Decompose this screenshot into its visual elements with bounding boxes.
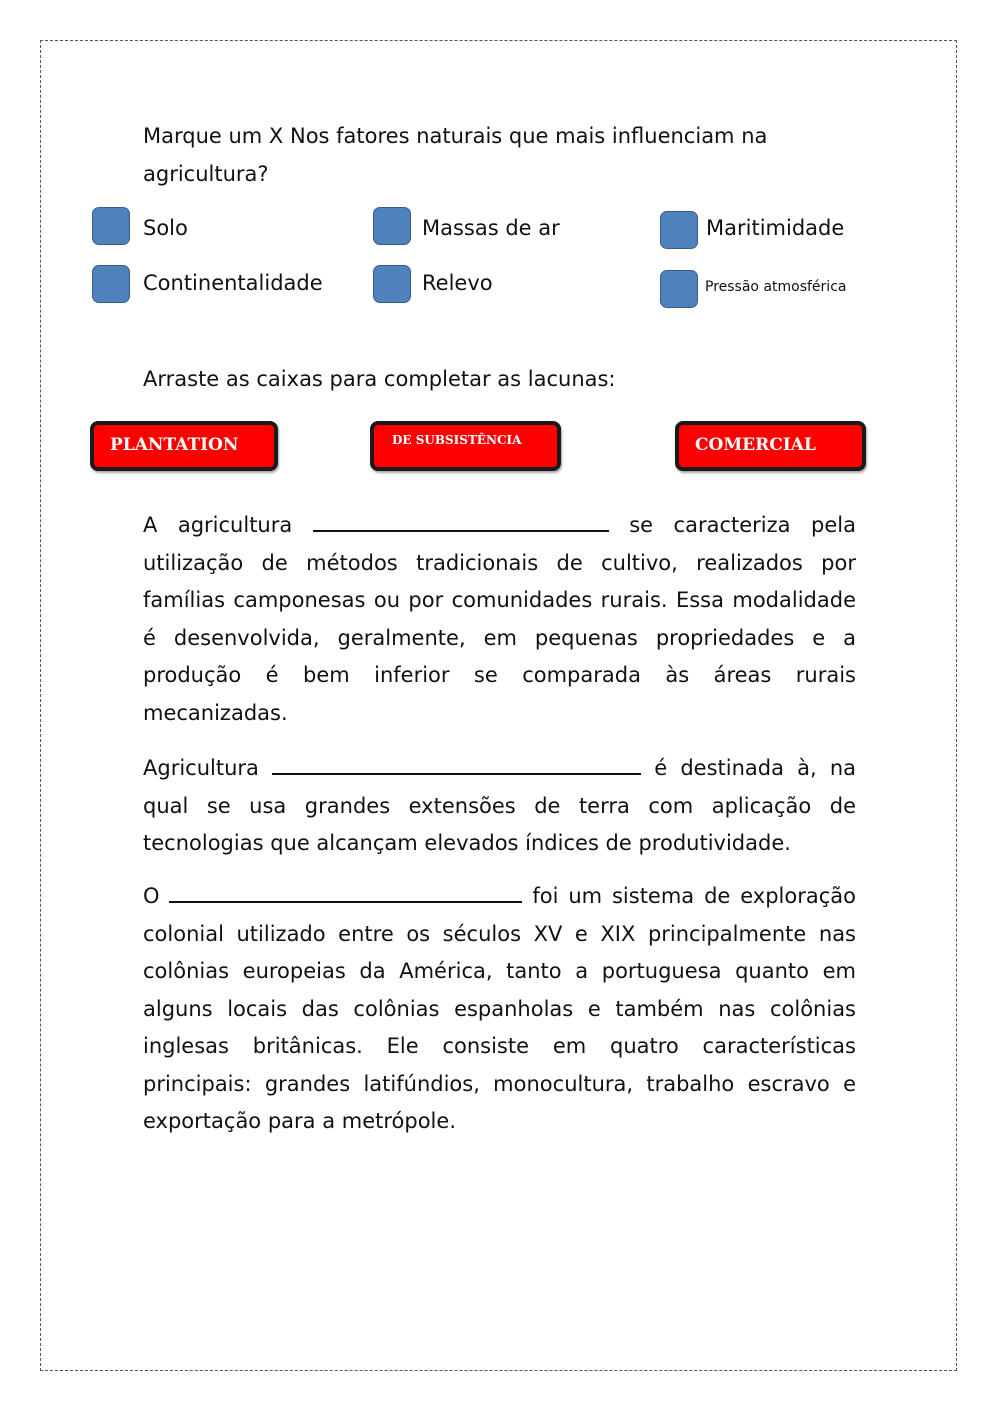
checkbox-pressao-atmosferica[interactable] [660,270,698,308]
checkbox-massas-de-ar[interactable] [373,207,411,245]
drag-box-comercial[interactable]: COMERCIAL [675,421,866,471]
drag-box-de-subsistencia[interactable]: DE SUBSISTÊNCIA [370,421,561,471]
checkbox-maritimidade[interactable] [660,211,698,249]
option-label-massas-de-ar: Massas de ar [422,216,560,240]
paragraph-2-start: Agricultura [143,756,259,780]
paragraph-2 [143,750,856,863]
blank-2[interactable] [272,751,641,775]
option-label-solo: Solo [143,216,188,240]
paragraph-1-rest: se caracteriza pela utilização de métodos tradicionais de cultivo, realizados por famílias camponesas ou por comunidades rurais. Essa modalidade é desenvolvida, geralmente, em pequenas propriedades e a produção é bem inferior se comparada às áreas rurais mecanizadas. [143,513,856,725]
checkbox-continentalidade[interactable] [92,265,130,303]
question-text: Marque um X Nos fatores naturais que mais influenciam na agricultura? [143,124,768,186]
blank-1[interactable] [313,508,609,532]
option-label-continentalidade: Continentalidade [143,271,323,295]
paragraph-1 [143,507,856,732]
paragraph-3-start: O [143,884,160,908]
option-label-maritimidade: Maritimidade [706,216,845,240]
option-label-relevo: Relevo [422,271,493,295]
paragraph-3 [143,878,856,1141]
blank-3[interactable] [169,879,522,903]
paragraph-3-rest: foi um sistema de exploração colonial utilizado entre os séculos XV e XIX principalmente nas colônias europeias da América, tanto a portuguesa quanto em alguns locais das colônias espanholas e também nas colônias inglesas britânicas. Ele consiste em quatro características principais: grandes latifúndios, monocultura, trabalho escravo e exportação para a metrópole. [143,884,856,1133]
paragraph-2-rest: é destinada à, na qual se usa grandes extensões de terra com aplicação de tecnologias que alcançam elevados índices de produtividade. [143,756,856,855]
option-label-pressao-atmosferica: Pressão atmosférica [705,279,847,295]
instruction-text: Arraste as caixas para completar as lacunas: [143,367,616,391]
checkbox-relevo[interactable] [373,265,411,303]
drag-box-plantation[interactable]: PLANTATION [90,421,278,471]
checkbox-solo[interactable] [92,207,130,245]
paragraph-1-start: A agricultura [143,513,293,537]
